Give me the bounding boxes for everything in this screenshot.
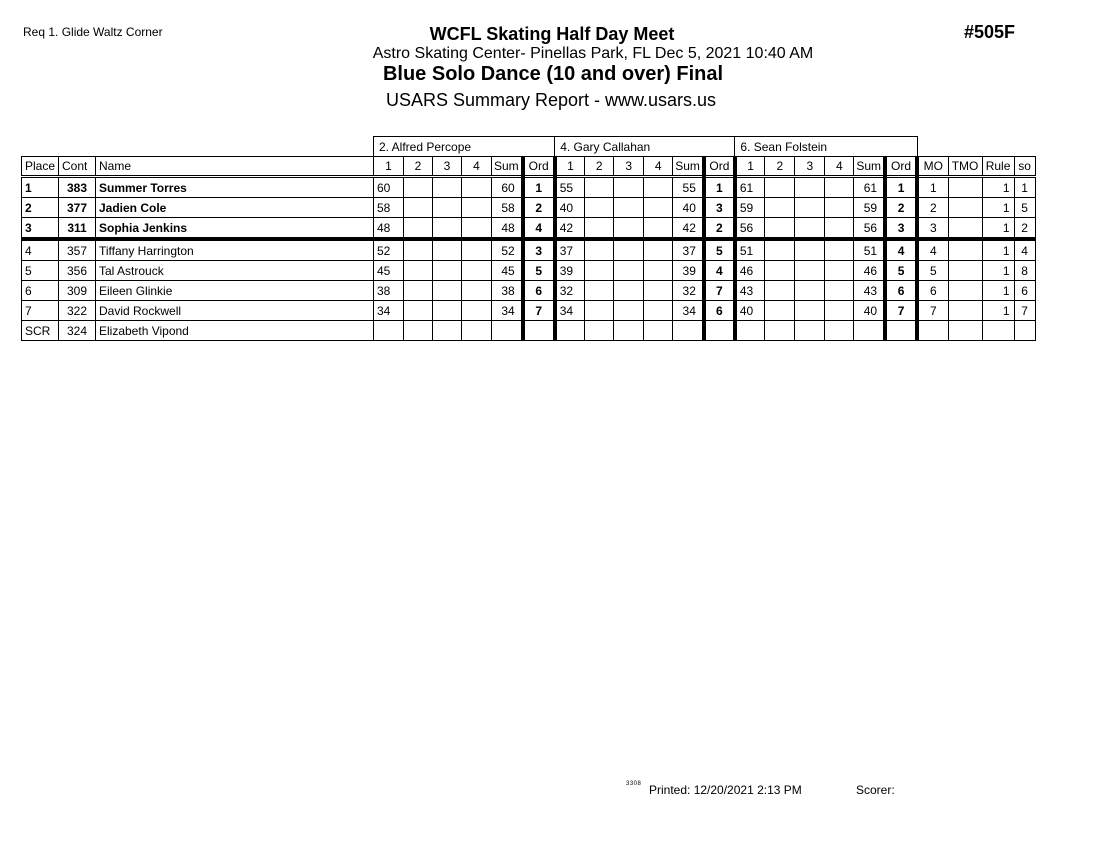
col-mo: MO bbox=[917, 157, 948, 177]
so-cell: 4 bbox=[1014, 239, 1035, 261]
col-j2-sum: Sum bbox=[673, 157, 704, 177]
sum-cell: 51 bbox=[854, 239, 885, 261]
so-cell: 7 bbox=[1014, 301, 1035, 321]
score-1-cell: 32 bbox=[555, 281, 585, 301]
sum-cell: 46 bbox=[854, 261, 885, 281]
rule-cell: 1 bbox=[982, 177, 1014, 198]
score-4-cell bbox=[644, 218, 673, 240]
score-3-cell bbox=[433, 301, 462, 321]
score-4-cell bbox=[644, 177, 673, 198]
ordinal-cell: 4 bbox=[885, 239, 917, 261]
sum-cell bbox=[492, 321, 523, 341]
score-1-cell: 34 bbox=[374, 301, 404, 321]
col-place: Place bbox=[22, 157, 59, 177]
score-4-cell bbox=[644, 321, 673, 341]
score-2-cell bbox=[585, 218, 614, 240]
table-row bbox=[22, 301, 1036, 321]
score-1-cell: 45 bbox=[374, 261, 404, 281]
score-1-cell: 40 bbox=[735, 301, 765, 321]
judge-3-name: 6. Sean Folstein bbox=[735, 137, 917, 157]
rule-cell: 1 bbox=[982, 198, 1014, 218]
name-cell: Sophia Jenkins bbox=[96, 218, 374, 240]
tmo-cell bbox=[948, 218, 982, 240]
ordinal-cell: 5 bbox=[523, 261, 555, 281]
score-3-cell bbox=[795, 321, 825, 341]
score-2-cell bbox=[585, 198, 614, 218]
tmo-cell bbox=[948, 239, 982, 261]
score-3-cell bbox=[795, 198, 825, 218]
tmo-cell bbox=[948, 281, 982, 301]
so-cell: 6 bbox=[1014, 281, 1035, 301]
table-row bbox=[22, 239, 1036, 261]
score-3-cell bbox=[795, 281, 825, 301]
place-cell: 7 bbox=[22, 301, 59, 321]
col-j1-s4: 4 bbox=[462, 157, 492, 177]
tmo-cell bbox=[948, 301, 982, 321]
ordinal-cell: 2 bbox=[523, 198, 555, 218]
score-2-cell bbox=[404, 281, 433, 301]
score-2-cell bbox=[765, 177, 795, 198]
mo-cell: 2 bbox=[917, 198, 948, 218]
name-cell: Eileen Glinkie bbox=[96, 281, 374, 301]
judge-2-name: 4. Gary Callahan bbox=[555, 137, 735, 157]
tmo-cell bbox=[948, 177, 982, 198]
score-4-cell bbox=[644, 261, 673, 281]
sum-cell: 58 bbox=[492, 198, 523, 218]
cont-cell: 383 bbox=[59, 177, 96, 198]
score-4-cell bbox=[462, 321, 492, 341]
score-4-cell bbox=[825, 177, 854, 198]
column-header-row bbox=[22, 157, 1036, 177]
sum-cell: 52 bbox=[492, 239, 523, 261]
score-3-cell bbox=[433, 321, 462, 341]
score-3-cell bbox=[433, 198, 462, 218]
score-1-cell: 60 bbox=[374, 177, 404, 198]
sum-cell: 38 bbox=[492, 281, 523, 301]
table-row bbox=[22, 177, 1036, 198]
col-j1-s1: 1 bbox=[374, 157, 404, 177]
ordinal-cell: 7 bbox=[523, 301, 555, 321]
mo-cell: 6 bbox=[917, 281, 948, 301]
so-cell bbox=[1014, 321, 1035, 341]
sum-cell: 45 bbox=[492, 261, 523, 281]
sum-cell: 37 bbox=[673, 239, 704, 261]
place-cell: 1 bbox=[22, 177, 59, 198]
judge-1-name: 2. Alfred Percope bbox=[374, 137, 555, 157]
score-1-cell: 46 bbox=[735, 261, 765, 281]
sum-cell: 40 bbox=[673, 198, 704, 218]
sum-cell: 43 bbox=[854, 281, 885, 301]
col-j1-s3: 3 bbox=[433, 157, 462, 177]
score-4-cell bbox=[825, 301, 854, 321]
col-j3-sum: Sum bbox=[854, 157, 885, 177]
score-4-cell bbox=[644, 281, 673, 301]
score-2-cell bbox=[585, 177, 614, 198]
score-2-cell bbox=[585, 239, 614, 261]
table-row bbox=[22, 321, 1036, 341]
score-4-cell bbox=[825, 198, 854, 218]
score-3-cell bbox=[795, 177, 825, 198]
sum-cell: 34 bbox=[673, 301, 704, 321]
cont-cell: 322 bbox=[59, 301, 96, 321]
score-1-cell: 40 bbox=[555, 198, 585, 218]
score-2-cell bbox=[765, 281, 795, 301]
score-2-cell bbox=[404, 261, 433, 281]
score-3-cell bbox=[795, 301, 825, 321]
score-2-cell bbox=[585, 281, 614, 301]
results-table bbox=[21, 136, 1036, 341]
score-4-cell bbox=[462, 239, 492, 261]
score-2-cell bbox=[404, 239, 433, 261]
score-2-cell bbox=[765, 261, 795, 281]
tmo-cell bbox=[948, 261, 982, 281]
footer-code: 3308 bbox=[626, 781, 642, 787]
rule-cell: 1 bbox=[982, 281, 1014, 301]
score-2-cell bbox=[585, 301, 614, 321]
sum-cell: 40 bbox=[854, 301, 885, 321]
cont-cell: 377 bbox=[59, 198, 96, 218]
score-3-cell bbox=[795, 218, 825, 240]
score-2-cell bbox=[765, 239, 795, 261]
venue-line: Astro Skating Center- Pinellas Park, FL Dec 5, 2021 10:40 AM bbox=[372, 45, 814, 62]
ordinal-cell: 5 bbox=[885, 261, 917, 281]
mo-cell: 7 bbox=[917, 301, 948, 321]
score-3-cell bbox=[614, 261, 644, 281]
score-1-cell: 58 bbox=[374, 198, 404, 218]
sum-cell: 55 bbox=[673, 177, 704, 198]
score-1-cell: 37 bbox=[555, 239, 585, 261]
ordinal-cell: 4 bbox=[523, 218, 555, 240]
event-number: #505F bbox=[964, 22, 1016, 42]
score-4-cell bbox=[825, 281, 854, 301]
score-4-cell bbox=[462, 261, 492, 281]
score-3-cell bbox=[614, 321, 644, 341]
score-1-cell: 48 bbox=[374, 218, 404, 240]
score-2-cell bbox=[404, 321, 433, 341]
cont-cell: 311 bbox=[59, 218, 96, 240]
score-1-cell bbox=[735, 321, 765, 341]
table-row bbox=[22, 218, 1036, 240]
requirement-label: Req 1. Glide Waltz Corner bbox=[23, 25, 163, 39]
ordinal-cell: 6 bbox=[885, 281, 917, 301]
mo-cell: 3 bbox=[917, 218, 948, 240]
score-2-cell bbox=[404, 198, 433, 218]
score-2-cell bbox=[585, 321, 614, 341]
cont-cell: 309 bbox=[59, 281, 96, 301]
score-2-cell bbox=[404, 177, 433, 198]
place-cell: 5 bbox=[22, 261, 59, 281]
so-cell: 2 bbox=[1014, 218, 1035, 240]
printed-timestamp: Printed: 12/20/2021 2:13 PM bbox=[649, 783, 802, 797]
score-4-cell bbox=[825, 321, 854, 341]
score-1-cell: 42 bbox=[555, 218, 585, 240]
score-4-cell bbox=[825, 239, 854, 261]
tmo-cell bbox=[948, 321, 982, 341]
name-cell: David Rockwell bbox=[96, 301, 374, 321]
col-cont: Cont bbox=[59, 157, 96, 177]
score-3-cell bbox=[614, 218, 644, 240]
score-3-cell bbox=[433, 261, 462, 281]
score-4-cell bbox=[644, 198, 673, 218]
table-row bbox=[22, 281, 1036, 301]
sum-cell: 59 bbox=[854, 198, 885, 218]
col-j2-s3: 3 bbox=[614, 157, 644, 177]
score-1-cell bbox=[374, 321, 404, 341]
rule-cell: 1 bbox=[982, 239, 1014, 261]
so-cell: 8 bbox=[1014, 261, 1035, 281]
score-1-cell: 52 bbox=[374, 239, 404, 261]
col-j3-s3: 3 bbox=[795, 157, 825, 177]
ordinal-cell bbox=[885, 321, 917, 341]
ordinal-cell: 3 bbox=[885, 218, 917, 240]
place-cell: 3 bbox=[22, 218, 59, 240]
score-4-cell bbox=[462, 281, 492, 301]
cont-cell: 324 bbox=[59, 321, 96, 341]
sum-cell: 39 bbox=[673, 261, 704, 281]
so-cell: 1 bbox=[1014, 177, 1035, 198]
rule-cell: 1 bbox=[982, 218, 1014, 240]
col-j2-s1: 1 bbox=[555, 157, 585, 177]
meet-title: WCFL Skating Half Day Meet bbox=[429, 24, 675, 44]
score-1-cell: 51 bbox=[735, 239, 765, 261]
place-cell: SCR bbox=[22, 321, 59, 341]
score-3-cell bbox=[433, 218, 462, 240]
name-cell: Elizabeth Vipond bbox=[96, 321, 374, 341]
score-4-cell bbox=[644, 301, 673, 321]
score-4-cell bbox=[825, 218, 854, 240]
sum-cell: 60 bbox=[492, 177, 523, 198]
score-1-cell: 59 bbox=[735, 198, 765, 218]
ordinal-cell: 7 bbox=[885, 301, 917, 321]
tmo-cell bbox=[948, 198, 982, 218]
score-1-cell: 39 bbox=[555, 261, 585, 281]
ordinal-cell bbox=[704, 321, 735, 341]
place-cell: 2 bbox=[22, 198, 59, 218]
rule-cell: 1 bbox=[982, 301, 1014, 321]
col-so: so bbox=[1014, 157, 1035, 177]
ordinal-cell: 6 bbox=[704, 301, 735, 321]
ordinal-cell: 2 bbox=[704, 218, 735, 240]
so-cell: 5 bbox=[1014, 198, 1035, 218]
col-j3-s4: 4 bbox=[825, 157, 854, 177]
score-2-cell bbox=[765, 218, 795, 240]
sum-cell: 42 bbox=[673, 218, 704, 240]
col-rule: Rule bbox=[982, 157, 1014, 177]
score-4-cell bbox=[462, 218, 492, 240]
ordinal-cell: 6 bbox=[523, 281, 555, 301]
col-j2-s4: 4 bbox=[644, 157, 673, 177]
score-3-cell bbox=[433, 177, 462, 198]
col-j1-s2: 2 bbox=[404, 157, 433, 177]
score-3-cell bbox=[614, 198, 644, 218]
ordinal-cell: 2 bbox=[885, 198, 917, 218]
score-1-cell bbox=[555, 321, 585, 341]
name-cell: Tiffany Harrington bbox=[96, 239, 374, 261]
col-name: Name bbox=[96, 157, 374, 177]
sum-cell: 48 bbox=[492, 218, 523, 240]
name-cell: Summer Torres bbox=[96, 177, 374, 198]
col-j2-s2: 2 bbox=[585, 157, 614, 177]
score-2-cell bbox=[765, 321, 795, 341]
col-j3-s2: 2 bbox=[765, 157, 795, 177]
score-1-cell: 56 bbox=[735, 218, 765, 240]
score-2-cell bbox=[404, 218, 433, 240]
mo-cell bbox=[917, 321, 948, 341]
table-row bbox=[22, 198, 1036, 218]
sum-cell bbox=[673, 321, 704, 341]
score-4-cell bbox=[825, 261, 854, 281]
score-2-cell bbox=[585, 261, 614, 281]
score-1-cell: 55 bbox=[555, 177, 585, 198]
col-j3-ord: Ord bbox=[885, 157, 917, 177]
cont-cell: 357 bbox=[59, 239, 96, 261]
ordinal-cell: 1 bbox=[885, 177, 917, 198]
score-4-cell bbox=[644, 239, 673, 261]
score-3-cell bbox=[795, 239, 825, 261]
col-j3-s1: 1 bbox=[735, 157, 765, 177]
sum-cell: 32 bbox=[673, 281, 704, 301]
rule-cell bbox=[982, 321, 1014, 341]
name-cell: Jadien Cole bbox=[96, 198, 374, 218]
score-3-cell bbox=[614, 177, 644, 198]
sum-cell: 61 bbox=[854, 177, 885, 198]
score-2-cell bbox=[765, 198, 795, 218]
score-2-cell bbox=[404, 301, 433, 321]
ordinal-cell: 1 bbox=[523, 177, 555, 198]
col-j1-ord: Ord bbox=[523, 157, 555, 177]
mo-cell: 5 bbox=[917, 261, 948, 281]
sum-cell: 34 bbox=[492, 301, 523, 321]
place-cell: 6 bbox=[22, 281, 59, 301]
score-1-cell: 34 bbox=[555, 301, 585, 321]
ordinal-cell: 5 bbox=[704, 239, 735, 261]
rule-cell: 1 bbox=[982, 261, 1014, 281]
score-4-cell bbox=[462, 198, 492, 218]
col-j1-sum: Sum bbox=[492, 157, 523, 177]
ordinal-cell: 3 bbox=[704, 198, 735, 218]
cont-cell: 356 bbox=[59, 261, 96, 281]
score-4-cell bbox=[462, 177, 492, 198]
col-j2-ord: Ord bbox=[704, 157, 735, 177]
event-title: Blue Solo Dance (10 and over) Final bbox=[382, 63, 724, 85]
name-cell: Tal Astrouck bbox=[96, 261, 374, 281]
ordinal-cell: 1 bbox=[704, 177, 735, 198]
mo-cell: 1 bbox=[917, 177, 948, 198]
ordinal-cell: 7 bbox=[704, 281, 735, 301]
score-3-cell bbox=[614, 301, 644, 321]
report-title: USARS Summary Report - www.usars.us bbox=[385, 90, 717, 110]
score-1-cell: 61 bbox=[735, 177, 765, 198]
ordinal-cell: 3 bbox=[523, 239, 555, 261]
col-tmo: TMO bbox=[948, 157, 982, 177]
score-1-cell: 43 bbox=[735, 281, 765, 301]
mo-cell: 4 bbox=[917, 239, 948, 261]
table-row bbox=[22, 261, 1036, 281]
score-3-cell bbox=[795, 261, 825, 281]
score-3-cell bbox=[433, 239, 462, 261]
scorer-label: Scorer: bbox=[856, 783, 895, 797]
score-4-cell bbox=[462, 301, 492, 321]
ordinal-cell bbox=[523, 321, 555, 341]
score-3-cell bbox=[614, 239, 644, 261]
ordinal-cell: 4 bbox=[704, 261, 735, 281]
score-1-cell: 38 bbox=[374, 281, 404, 301]
score-2-cell bbox=[765, 301, 795, 321]
judge-header-row bbox=[22, 137, 1036, 157]
sum-cell bbox=[854, 321, 885, 341]
place-cell: 4 bbox=[22, 239, 59, 261]
sum-cell: 56 bbox=[854, 218, 885, 240]
score-3-cell bbox=[433, 281, 462, 301]
score-3-cell bbox=[614, 281, 644, 301]
